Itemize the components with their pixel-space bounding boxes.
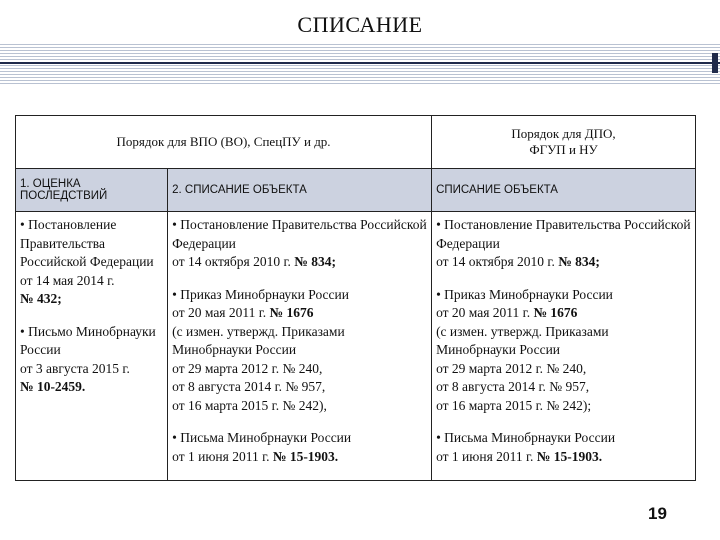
- col2-item1: • Постановление Правительства Российской Федерации от 14 октября 2010 г. № 834;: [172, 217, 427, 269]
- page-number: 19: [648, 504, 667, 523]
- col3-item3: • Письма Минобрнауки России от 1 июня 2011 г. № 15-1903.: [436, 430, 616, 464]
- header-right-line1: Порядок для ДПО,: [511, 126, 616, 141]
- decorative-marker: [712, 53, 718, 73]
- col1-item2: • Письмо Минобрнауки России от 3 августа 2015 г. № 10-2459.: [20, 323, 156, 394]
- col2-item3: • Письма Минобрнауки России от 1 июня 2011 г. № 15-1903.: [172, 430, 352, 464]
- subheader-col1: 1. ОЦЕНКА ПОСЛЕДСТВИЙ: [16, 169, 168, 212]
- header-right-cell: [432, 116, 696, 169]
- col3-item1: • Постановление Правительства Российской Федерации от 14 октября 2010 г. № 834;: [436, 217, 691, 269]
- decorative-line: [0, 62, 720, 64]
- table-body-row: [16, 212, 696, 481]
- col1-item1: • Постановление Правительства Российской Федерации от 14 мая 2014 г. № 432;: [20, 217, 154, 306]
- table-subheader-row: [16, 169, 696, 212]
- table-header-row: [16, 116, 696, 169]
- subheader-col3: СПИСАНИЕ ОБЪЕКТА: [432, 169, 696, 212]
- col3-item2: • Приказ Минобрнауки России от 20 мая 2011 г. № 1676 (с измен. утвержд. Приказами Минобрнауки России от 29 марта 2012 г. № 240, от 8 августа 2014 г. № 957, от 16 марта 2015 г. № 242);: [436, 286, 613, 413]
- procedure-table: [15, 115, 696, 481]
- header-left-cell: [16, 116, 432, 169]
- page-title: СПИСАНИЕ: [297, 12, 423, 37]
- col3-cell: [432, 212, 696, 481]
- col1-cell: [16, 212, 168, 481]
- col2-cell: [168, 212, 432, 481]
- header-right-line2: ФГУП и НУ: [529, 142, 598, 157]
- header-left-text: Порядок для ВПО (ВО), СпецПУ и др.: [116, 134, 331, 149]
- decorative-band: [0, 44, 720, 86]
- subheader-col2: 2. СПИСАНИЕ ОБЪЕКТА: [168, 169, 432, 212]
- col2-item2: • Приказ Минобрнауки России от 20 мая 2011 г. № 1676 (с измен. утвержд. Приказами Минобрнауки России от 29 марта 2012 г. № 240, от 8 августа 2014 г. № 957, от 16 марта 2015 г. № 242),: [172, 286, 349, 413]
